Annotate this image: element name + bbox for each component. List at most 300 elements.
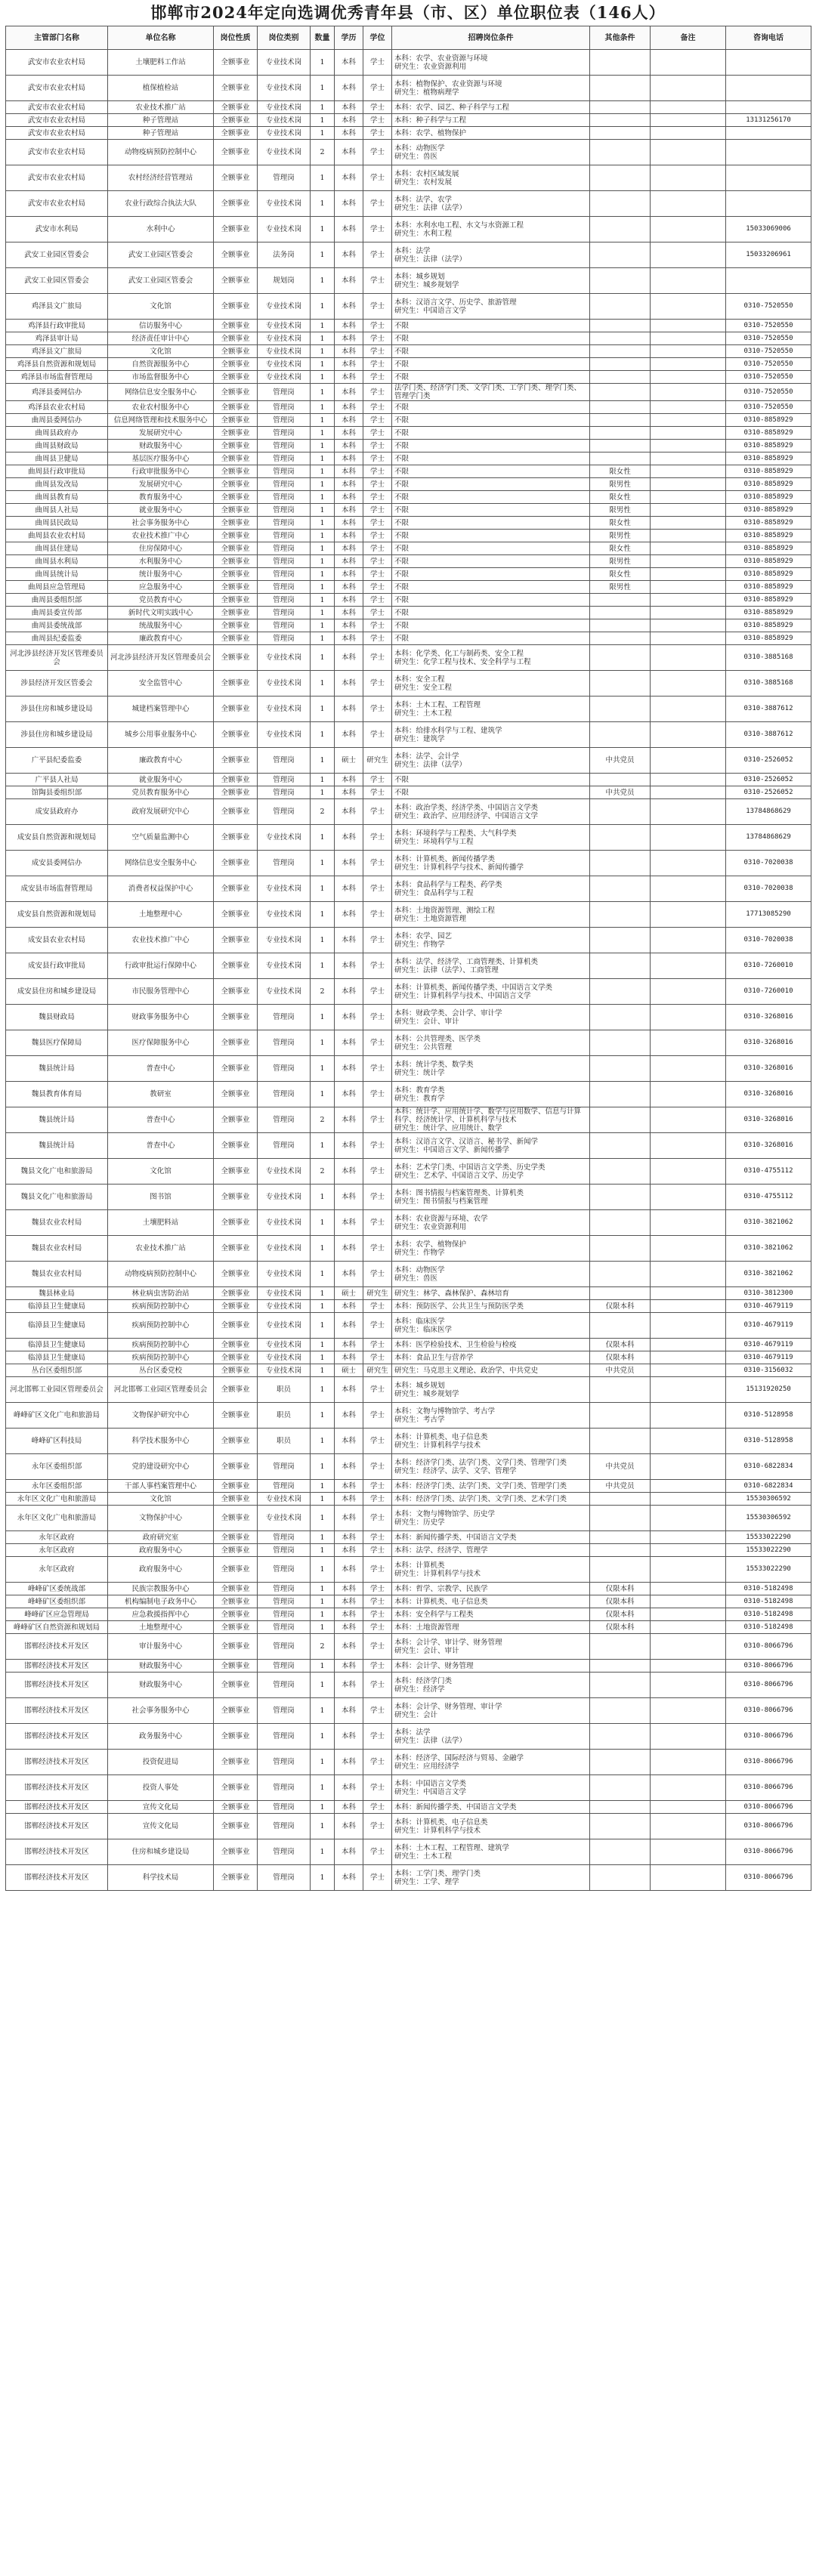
count-cell: 1 [311,1544,335,1557]
category-cell: 专业技术岗 [258,1493,311,1506]
requirements-cell: 本科：医学检验技术、卫生检验与检疫 [392,1339,590,1351]
dept-cell: 曲周县水利局 [6,555,108,568]
category-cell: 管理岗 [258,851,311,876]
phone-cell: 13784868629 [726,825,811,851]
degree-cell: 学士 [363,345,392,358]
other-conditions-cell [590,902,651,928]
count-cell: 1 [311,786,335,799]
category-cell: 专业技术岗 [258,358,311,371]
table-row [6,876,811,902]
phone-cell [726,101,811,114]
phone-cell: 0310-8066796 [726,1660,811,1673]
phone-cell: 0310-7520550 [726,320,811,332]
unit-cell: 市民服务管理中心 [108,979,214,1005]
degree-cell: 学士 [363,902,392,928]
dept-cell: 成安县委网信办 [6,851,108,876]
category-cell: 管理岗 [258,594,311,607]
degree-cell: 学士 [363,1351,392,1364]
category-cell: 管理岗 [258,465,311,478]
dept-cell: 曲周县农业农村局 [6,530,108,542]
requirements-cell: 本科：计算机类、电子信息类 研究生：计算机科学与技术 [392,1429,590,1454]
category-cell: 管理岗 [258,165,311,191]
table-row [6,242,811,268]
education-cell: 本科 [335,953,363,979]
table-row [6,504,811,517]
nature-cell: 全额事业 [214,465,258,478]
table-row [6,1300,811,1313]
phone-cell: 0310-7020038 [726,876,811,902]
category-cell: 专业技术岗 [258,1313,311,1339]
count-cell: 1 [311,876,335,902]
dept-cell: 峰峰矿区应急管理局 [6,1608,108,1621]
phone-cell: 15530306592 [726,1506,811,1531]
education-cell: 本科 [335,1005,363,1030]
education-cell: 本科 [335,401,363,414]
dept-cell: 武安市农业农村局 [6,50,108,76]
remarks-cell [651,517,726,530]
education-cell: 本科 [335,268,363,294]
table-row [6,774,811,786]
other-conditions-cell: 中共党员 [590,1454,651,1480]
count-cell: 1 [311,242,335,268]
nature-cell: 全额事业 [214,1107,258,1133]
nature-cell: 全额事业 [214,491,258,504]
remarks-cell [651,851,726,876]
requirements-cell: 不限 [392,401,590,414]
table-row [6,1159,811,1185]
education-cell: 本科 [335,217,363,242]
phone-cell: 0310-3812300 [726,1287,811,1300]
nature-cell: 全额事业 [214,504,258,517]
requirements-cell: 本科：食品科学与工程类、药学类 研究生：食品科学与工程 [392,876,590,902]
category-cell: 管理岗 [258,774,311,786]
nature-cell: 全额事业 [214,1595,258,1608]
dept-cell: 曲周县统计局 [6,568,108,581]
requirements-cell: 本科：种子科学与工程 [392,114,590,127]
nature-cell: 全额事业 [214,581,258,594]
degree-cell: 学士 [363,1814,392,1839]
phone-cell: 15530306592 [726,1493,811,1506]
dept-cell: 武安市农业农村局 [6,140,108,165]
other-conditions-cell [590,619,651,632]
requirements-cell: 本科：汉语言文学、汉语言、秘书学、新闻学 研究生：中国语言文学、新闻传播学 [392,1133,590,1159]
degree-cell: 学士 [363,1506,392,1531]
table-row [6,530,811,542]
remarks-cell [651,632,726,645]
nature-cell: 全额事业 [214,568,258,581]
count-cell: 1 [311,581,335,594]
other-conditions-cell [590,953,651,979]
positions-table [5,26,811,1891]
remarks-cell [651,101,726,114]
degree-cell: 学士 [363,1056,392,1082]
requirements-cell: 本科：会计学、审计学、财务管理 研究生：会计、审计 [392,1634,590,1660]
phone-cell [726,50,811,76]
phone-cell [726,127,811,140]
degree-cell: 学士 [363,1660,392,1673]
dept-cell: 成安县住房和城乡建设局 [6,979,108,1005]
dept-cell: 河北邯郸工业园区管理委员会 [6,1377,108,1403]
degree-cell: 学士 [363,1839,392,1865]
requirements-cell: 不限 [392,414,590,427]
degree-cell: 学士 [363,1608,392,1621]
remarks-cell [651,1133,726,1159]
dept-cell: 峰峰矿区科技局 [6,1429,108,1454]
nature-cell: 全额事业 [214,1351,258,1364]
count-cell: 2 [311,1634,335,1660]
dept-cell: 涉县经济开发区管委会 [6,671,108,697]
phone-cell: 0310-5128958 [726,1429,811,1454]
category-cell: 管理岗 [258,1775,311,1801]
education-cell: 本科 [335,242,363,268]
phone-cell: 0310-4679119 [726,1351,811,1364]
count-cell: 1 [311,1531,335,1544]
requirements-cell: 本科：安全科学与工程类 [392,1608,590,1621]
nature-cell: 全额事业 [214,1583,258,1595]
remarks-cell [651,401,726,414]
table-row [6,1351,811,1364]
nature-cell: 全额事业 [214,1634,258,1660]
category-cell: 职员 [258,1377,311,1403]
unit-cell: 发展研究中心 [108,427,214,440]
category-cell: 专业技术岗 [258,294,311,320]
phone-cell: 0310-7520550 [726,345,811,358]
education-cell: 本科 [335,1801,363,1814]
other-conditions-cell: 仅限本科 [590,1583,651,1595]
unit-cell: 林业病虫害防治站 [108,1287,214,1300]
table-row [6,542,811,555]
education-cell: 本科 [335,530,363,542]
table-row [6,1236,811,1262]
requirements-cell: 本科：农学、园艺 研究生：作物学 [392,928,590,953]
education-cell: 本科 [335,478,363,491]
requirements-cell: 本科：财政学类、会计学、审计学 研究生：会计、审计 [392,1005,590,1030]
unit-cell: 新时代文明实践中心 [108,607,214,619]
count-cell: 1 [311,632,335,645]
degree-cell: 学士 [363,1801,392,1814]
degree-cell: 学士 [363,1403,392,1429]
category-cell: 管理岗 [258,1608,311,1621]
table-row [6,345,811,358]
phone-cell: 0310-8066796 [726,1673,811,1698]
requirements-cell: 本科：经济学门类、法学门类、文学门类、管理学门类 研究生：经济学、法学、文学、管理学 [392,1454,590,1480]
other-conditions-cell [590,1185,651,1210]
column-header: 招聘岗位条件 [392,26,590,50]
other-conditions-cell [590,384,651,401]
degree-cell: 学士 [363,619,392,632]
nature-cell: 全额事业 [214,1454,258,1480]
table-row [6,320,811,332]
degree-cell: 研究生 [363,1287,392,1300]
remarks-cell [651,1506,726,1531]
requirements-cell: 本科：工学门类、理学门类 研究生：工学、理学 [392,1865,590,1891]
education-cell: 本科 [335,825,363,851]
remarks-cell [651,748,726,774]
education-cell: 本科 [335,358,363,371]
other-conditions-cell [590,1724,651,1750]
table-row [6,1673,811,1698]
category-cell: 专业技术岗 [258,697,311,722]
category-cell: 专业技术岗 [258,953,311,979]
dept-cell: 武安市水利局 [6,217,108,242]
count-cell: 1 [311,1082,335,1107]
unit-cell: 图书馆 [108,1185,214,1210]
table-row [6,101,811,114]
requirements-cell: 本科：图书情报与档案管理类、计算机类 研究生：图书情报与档案管理 [392,1185,590,1210]
nature-cell: 全额事业 [214,1775,258,1801]
category-cell: 管理岗 [258,1621,311,1634]
count-cell: 1 [311,1262,335,1287]
unit-cell: 统战服务中心 [108,619,214,632]
unit-cell: 就业服务中心 [108,504,214,517]
education-cell: 本科 [335,979,363,1005]
degree-cell: 学士 [363,76,392,101]
phone-cell: 0310-3885168 [726,671,811,697]
unit-cell: 就业服务中心 [108,774,214,786]
remarks-cell [651,1429,726,1454]
other-conditions-cell [590,1493,651,1506]
unit-cell: 社会事务服务中心 [108,517,214,530]
other-conditions-cell [590,427,651,440]
education-cell: 本科 [335,1621,363,1634]
count-cell: 1 [311,1429,335,1454]
unit-cell: 住房和城乡建设局 [108,1839,214,1865]
other-conditions-cell [590,607,651,619]
requirements-cell: 本科：教育学类 研究生：教育学 [392,1082,590,1107]
degree-cell: 学士 [363,594,392,607]
degree-cell: 学士 [363,101,392,114]
unit-cell: 农村经济经营管理站 [108,165,214,191]
remarks-cell [651,1107,726,1133]
dept-cell: 魏县医疗保障局 [6,1030,108,1056]
requirements-cell: 本科：土木工程、工程管理 研究生：土木工程 [392,697,590,722]
education-cell: 本科 [335,101,363,114]
degree-cell: 学士 [363,1621,392,1634]
remarks-cell [651,697,726,722]
dept-cell: 曲周县教育局 [6,491,108,504]
nature-cell: 全额事业 [214,371,258,384]
education-cell: 本科 [335,1660,363,1673]
nature-cell: 全额事业 [214,1133,258,1159]
requirements-cell: 本科：土地资源管理、测绘工程 研究生：土地资源管理 [392,902,590,928]
nature-cell: 全额事业 [214,1236,258,1262]
education-cell: 硕士 [335,1287,363,1300]
remarks-cell [651,217,726,242]
dept-cell: 永年区委组织部 [6,1454,108,1480]
degree-cell: 学士 [363,1865,392,1891]
other-conditions-cell: 限女性 [590,542,651,555]
requirements-cell: 本科：土地资源管理 [392,1621,590,1634]
category-cell: 管理岗 [258,1133,311,1159]
phone-cell: 0310-4755112 [726,1185,811,1210]
unit-cell: 土壤肥料工作站 [108,50,214,76]
nature-cell: 全额事业 [214,268,258,294]
remarks-cell [651,1750,726,1775]
degree-cell: 学士 [363,555,392,568]
requirements-cell: 不限 [392,774,590,786]
nature-cell: 全额事业 [214,1480,258,1493]
education-cell: 本科 [335,851,363,876]
other-conditions-cell [590,1236,651,1262]
unit-cell: 动物疫病预防控制中心 [108,1262,214,1287]
dept-cell: 曲周县卫健局 [6,452,108,465]
remarks-cell [651,581,726,594]
degree-cell: 学士 [363,332,392,345]
requirements-cell: 不限 [392,427,590,440]
other-conditions-cell: 限男性 [590,555,651,568]
unit-cell: 河北邯郸工业园区管理委员会 [108,1377,214,1403]
unit-cell: 疾病预防控制中心 [108,1313,214,1339]
unit-cell: 武安工业园区管委会 [108,268,214,294]
other-conditions-cell [590,191,651,217]
nature-cell: 全额事业 [214,1300,258,1313]
other-conditions-cell: 仅限本科 [590,1300,651,1313]
requirements-cell: 本科：经济学门类、法学门类、文学门类、艺术学门类 [392,1493,590,1506]
count-cell: 1 [311,671,335,697]
table-row [6,1210,811,1236]
other-conditions-cell [590,1801,651,1814]
education-cell: 本科 [335,632,363,645]
count-cell: 1 [311,517,335,530]
remarks-cell [651,127,726,140]
education-cell: 本科 [335,1698,363,1724]
column-header: 数量 [311,26,335,50]
other-conditions-cell [590,979,651,1005]
count-cell: 1 [311,1839,335,1865]
count-cell: 1 [311,1621,335,1634]
requirements-cell: 不限 [392,478,590,491]
count-cell: 1 [311,1377,335,1403]
education-cell: 本科 [335,1377,363,1403]
phone-cell: 0310-8858929 [726,440,811,452]
education-cell: 本科 [335,568,363,581]
count-cell: 1 [311,165,335,191]
degree-cell: 研究生 [363,1364,392,1377]
other-conditions-cell [590,242,651,268]
unit-cell: 科学技术局 [108,1865,214,1891]
unit-cell: 自然资源服务中心 [108,358,214,371]
requirements-cell: 本科：计算机类 研究生：计算机科学与技术 [392,1557,590,1583]
degree-cell: 学士 [363,568,392,581]
unit-cell: 网络信息安全服务中心 [108,851,214,876]
degree-cell: 学士 [363,414,392,427]
nature-cell: 全额事业 [214,542,258,555]
nature-cell: 全额事业 [214,76,258,101]
dept-cell: 武安市农业农村局 [6,76,108,101]
other-conditions-cell [590,50,651,76]
requirements-cell: 本科：法学、农学 研究生：法律（法学） [392,191,590,217]
education-cell: 本科 [335,1082,363,1107]
education-cell: 本科 [335,619,363,632]
remarks-cell [651,607,726,619]
phone-cell: 0310-7020038 [726,851,811,876]
degree-cell: 学士 [363,478,392,491]
requirements-cell: 本科：城乡规划 研究生：城乡规划学 [392,1377,590,1403]
phone-cell: 0310-8858929 [726,555,811,568]
education-cell: 本科 [335,1634,363,1660]
dept-cell: 鸡泽县委网信办 [6,384,108,401]
category-cell: 专业技术岗 [258,320,311,332]
nature-cell: 全额事业 [214,140,258,165]
phone-cell: 0310-3887612 [726,722,811,748]
dept-cell: 鸡泽县农业农村局 [6,401,108,414]
degree-cell: 学士 [363,1159,392,1185]
table-row [6,1364,811,1377]
unit-cell: 廉政教育中心 [108,632,214,645]
nature-cell: 全额事业 [214,1429,258,1454]
table-row [6,191,811,217]
requirements-cell: 本科：经济学门类、法学门类、文学门类、管理学门类 [392,1480,590,1493]
count-cell: 1 [311,851,335,876]
unit-cell: 医疗保障服务中心 [108,1030,214,1056]
count-cell: 1 [311,384,335,401]
nature-cell: 全额事业 [214,748,258,774]
remarks-cell [651,1185,726,1210]
category-cell: 管理岗 [258,1698,311,1724]
requirements-cell: 不限 [392,465,590,478]
remarks-cell [651,294,726,320]
unit-cell: 种子管理站 [108,114,214,127]
dept-cell: 曲周县财政局 [6,440,108,452]
degree-cell: 学士 [363,427,392,440]
requirements-cell: 不限 [392,530,590,542]
requirements-cell: 本科：计算机类、新闻传播学类、中国语言文学类 研究生：计算机科学与技术、中国语言文学 [392,979,590,1005]
other-conditions-cell [590,440,651,452]
requirements-cell: 本科：农业资源与环境、农学 研究生：农业资源利用 [392,1210,590,1236]
category-cell: 管理岗 [258,748,311,774]
table-row [6,491,811,504]
count-cell: 1 [311,127,335,140]
other-conditions-cell [590,1865,651,1891]
education-cell: 本科 [335,1403,363,1429]
other-conditions-cell [590,851,651,876]
category-cell: 管理岗 [258,568,311,581]
remarks-cell [651,1595,726,1608]
unit-cell: 农业技术推广中心 [108,530,214,542]
degree-cell: 学士 [363,440,392,452]
count-cell: 1 [311,1185,335,1210]
requirements-cell: 本科：法学 研究生：法律（法学） [392,1724,590,1750]
dept-cell: 鸡泽县行政审批局 [6,320,108,332]
degree-cell: 学士 [363,979,392,1005]
degree-cell: 学士 [363,384,392,401]
education-cell: 本科 [335,1236,363,1262]
other-conditions-cell [590,1839,651,1865]
dept-cell: 邯郸经济技术开发区 [6,1775,108,1801]
category-cell: 专业技术岗 [258,127,311,140]
table-row [6,1287,811,1300]
other-conditions-cell: 中共党员 [590,1480,651,1493]
remarks-cell [651,1300,726,1313]
education-cell: 本科 [335,1814,363,1839]
phone-cell [726,191,811,217]
count-cell: 1 [311,1339,335,1351]
nature-cell: 全额事业 [214,1313,258,1339]
degree-cell: 学士 [363,851,392,876]
requirements-cell: 本科：植物保护、农业资源与环境 研究生：植物病理学 [392,76,590,101]
other-conditions-cell: 限男性 [590,478,651,491]
count-cell: 1 [311,594,335,607]
phone-cell: 0310-8858929 [726,530,811,542]
category-cell: 专业技术岗 [258,825,311,851]
phone-cell: 0310-8066796 [726,1634,811,1660]
unit-cell: 政府服务中心 [108,1544,214,1557]
requirements-cell: 本科：哲学、宗教学、民族学 [392,1583,590,1595]
category-cell: 专业技术岗 [258,979,311,1005]
remarks-cell [651,371,726,384]
requirements-cell: 不限 [392,517,590,530]
nature-cell: 全额事业 [214,1159,258,1185]
